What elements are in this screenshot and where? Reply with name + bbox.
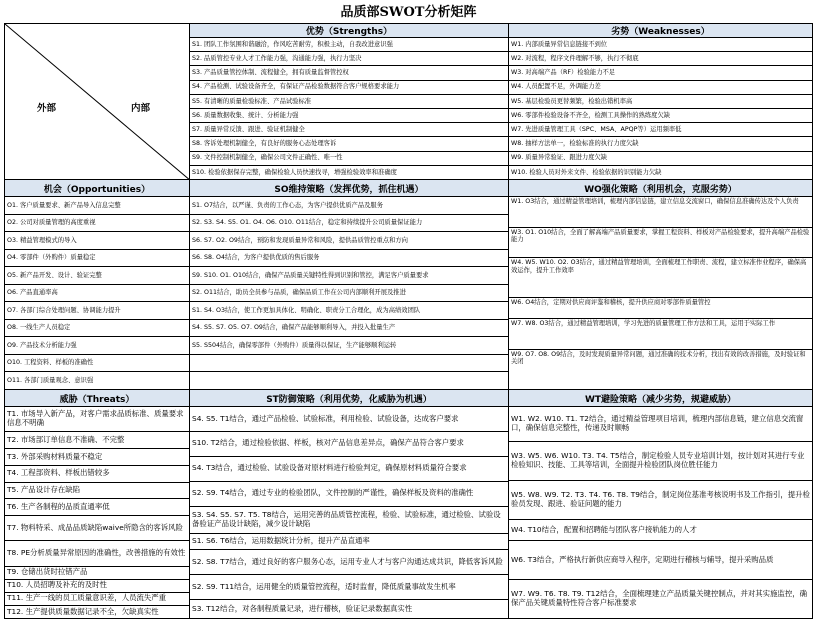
- opportunity-item: O5. 新产品开发、设计、验证完整: [5, 267, 189, 285]
- weakness-item: W3. 对高端产品（RF）检验能力不足: [509, 66, 812, 80]
- swot-matrix: [4, 3, 813, 619]
- weakness-item: W4. 人员配置不足，外调能力差: [509, 81, 812, 95]
- st-strategy-list: [189, 406, 509, 619]
- opportunity-item: O2. 公司对质量管理的高度重视: [5, 215, 189, 233]
- weakness-item: W1. 内部质量异常信息链接不到位: [509, 38, 812, 52]
- external-label: 外部: [37, 103, 57, 114]
- threat-item: T5. 产品设计存在缺陷: [5, 483, 189, 500]
- opportunity-item: O6. 产品直通率高: [5, 285, 189, 303]
- wo-strategy-item: W4. W5. W10. O2. O3结合，通过精益管理培训，全面梳理工作职责、流程，建立标准作业程序，确保高效运作，提升工作效率: [509, 258, 812, 298]
- threats-list: [4, 406, 190, 619]
- wt-strategy-item: W7. W9. T6. T8. T9. T12结合，全面梳理建立产品质量关键控制点，并对其实施监控，确保产品关键质量特性符合客户标准要求: [511, 589, 808, 608]
- so-strategy-item: S1. O7结合，以严谨、负责的工作心态，为客户提供优质产品及服务: [190, 197, 508, 215]
- strength-item: S5. 有清晰的质量检验标准、产品试验标准: [190, 95, 508, 109]
- wo-strategy-item: W9. O7. O8. O9结合，及时发现质量异常问题，通过准确的技术分析，找出有效的改善措施，及时验证和关闭: [511, 350, 806, 366]
- opportunity-item: O7. 各部门综合处理问题、协调能力提升: [5, 302, 189, 320]
- wo-strategy-header: WO强化策略（利用机会，克服劣势）: [508, 179, 813, 197]
- st-strategy-item: S2. S8. T7结合，通过良好的客户服务心态，运用专业人才与客户沟通达成共识，降低客诉风险: [190, 550, 508, 575]
- wt-strategy-item: W5. W8. W9. T2. T3. T4. T6. T8. T9结合，制定岗位基准考核说明书及工作指引，提升检验员发现、跟进、验证问题的能力: [509, 481, 812, 520]
- strength-item: S9. 文件控制机制健全，确保公司文件正确性、唯一性: [190, 152, 508, 166]
- threat-item: T4. 工程部资料、样板出错较多: [5, 466, 189, 483]
- threat-item: T1. 市场导入新产品，对客户需求品质标准、质量要求信息不明确: [5, 407, 189, 432]
- st-strategy-item: S3. T12结合，对各制程质量记录，进行稽核，验证记录数据真实性: [192, 603, 413, 613]
- so-strategy-item: S6. S8. O4结合，为客户提供优质的售后服务: [190, 250, 508, 268]
- threat-item: T9. 仓储出货时拉错产品: [5, 567, 189, 580]
- strength-item: S10. 检验依据保存完整，确保检验人员快速找寻，增强检验效率和准确度: [192, 168, 397, 176]
- wt-strategy-item: W1. W2. W10. T1. T2结合，通过精益管理项目培训，梳理内部信息链，建立信息交流窗口，确保信息完整性，传递及时顺畅: [509, 407, 812, 442]
- st-strategy-header: ST防御策略（利用优势，化威胁为机遇）: [189, 389, 509, 407]
- weakness-item: W5. 基层检验员更替频繁，检验出错机率高: [509, 95, 812, 109]
- so-strategy-item: [190, 355, 508, 373]
- weakness-item: W10. 检验人员对外来文件、检验依据的识别能力欠缺: [511, 168, 662, 176]
- wt-strategy-list: [508, 406, 813, 619]
- so-strategy-header: SO维持策略（发挥优势，抓住机遇）: [189, 179, 509, 197]
- threats-header: 威胁（Threats）: [4, 389, 190, 407]
- threat-item: T6. 生产各制程的品质直通率低: [5, 499, 189, 516]
- st-strategy-item: S2. S9. T4结合，通过专业的检验团队，文件控制的严谨性，确保样板及资料的准确性: [190, 482, 508, 507]
- wo-strategy-item: W3. O1. O10结合，全面了解高端产品质量要求，掌握工程资料、样板对产品检验要求，提升高端产品检验能力: [509, 228, 812, 259]
- strength-item: S6. 质量数据收集、统计、分析能力强: [190, 109, 508, 123]
- so-strategy-item: S6. S7. O2. O9结合，预防和发现质量异常和风险，提供品质管控重点和方向: [190, 232, 508, 250]
- so-strategy-item: S5. S504结合，确保零部件（外购件）质量得以保证，生产能够顺利运转: [190, 337, 508, 355]
- strength-item: S8. 客诉处理机制健全，有良好的服务心态处理客诉: [190, 137, 508, 151]
- threat-item: T3. 外部采购材料质量不稳定: [5, 449, 189, 466]
- opportunity-item: O1. 客户质量要求、新产品导入信息完整: [5, 197, 189, 215]
- so-strategy-item: S4. S5. S7. O5. O7. O9结合，确保产品能够顺利导入，并投入批量生产: [190, 320, 508, 338]
- wt-strategy-item: W4. T10结合，配置和招聘能与团队客户接轨能力的人才: [509, 520, 812, 542]
- opportunity-item: O4. 零部件（外购件）质量稳定: [5, 250, 189, 268]
- page-title: 品质部SWOT分析矩阵: [340, 5, 477, 20]
- strengths-list: [189, 37, 509, 180]
- internal-label: 内部: [131, 103, 151, 114]
- so-strategy-item: [190, 372, 508, 389]
- threat-item: T8. PE分析质量异常原因的准确性，改善措施的有效性: [5, 541, 189, 566]
- st-strategy-item: S4. S5. T1结合，通过产品检验、试验标准，利用检验、试验设备，达成客户要求: [190, 407, 508, 432]
- so-strategy-item: S2. O11结合，助员全员参与品质，确保品质工作在公司内部顺利开展及推进: [190, 285, 508, 303]
- wo-strategy-list: [508, 196, 813, 390]
- st-strategy-item: S2. S9. T11结合，运用健全的质量管控流程，适时监督，降低质量事故发生机率: [190, 575, 508, 600]
- strength-item: S4. 产品检测、试验设备齐全，有保证产品检验数据符合客户规格要求能力: [190, 81, 508, 95]
- threat-item: T2. 市场部订单信息不准确、不完整: [5, 432, 189, 449]
- strength-item: S2. 品质管控专业人才工作能力强，沟通能力强，执行力坚决: [190, 52, 508, 66]
- weakness-item: W8. 抽样方法单一，检验标准的执行力度欠缺: [509, 137, 812, 151]
- strength-item: S7. 质量异常反馈、跟进、验证机制健全: [190, 123, 508, 137]
- opportunity-item: O11. 各部门质量观念、意识强: [7, 376, 94, 384]
- opportunity-item: O9. 产品技术分析能力强: [5, 337, 189, 355]
- threat-item: T10. 人员招聘及补充的及时性: [5, 580, 189, 593]
- st-strategy-item: S4. T3结合，通过检验、试验设备对原材料进行检验判定，确保原材料质量符合要求: [190, 457, 508, 482]
- wo-strategy-item: W1. O3结合，通过精益管理培训，梳理内部信息链，建立信息交流窗口，确保信息准确传达及个人负责: [509, 197, 812, 228]
- strengths-header: 优势（Strengths）: [189, 23, 509, 38]
- corner-diagonal-line: [5, 24, 190, 180]
- wo-strategy-item: W6. O4结合，定期对供应商评鉴和稽核，提升供应商对零部件质量管控: [509, 298, 812, 319]
- so-strategy-item: S2. S3. S4. S5. O1. O4. O6. O10. O11结合，稳定和持续提升公司质量保证能力: [190, 215, 508, 233]
- weakness-item: W6. 零部件检验设备不齐全，检测工具操作的熟练度欠缺: [509, 109, 812, 123]
- so-strategy-list: [189, 196, 509, 390]
- opportunity-item: O10. 工程资料、样板的准确性: [5, 355, 189, 373]
- st-strategy-item: S1. S6. T6结合，运用数据统计分析，提升产品直通率: [190, 534, 508, 551]
- so-strategy-item: S1. S4. O3结合，使工作更加具体化、明确化、职责分工合理化，成为高绩效团队: [190, 302, 508, 320]
- opportunities-list: [4, 196, 190, 390]
- opportunity-item: O8. 一线生产人员稳定: [5, 320, 189, 338]
- weaknesses-header: 劣势（Weaknesses）: [508, 23, 813, 38]
- threat-item: T12. 生产提供质量数据记录不全，欠缺真实性: [7, 606, 159, 616]
- weaknesses-list: [508, 37, 813, 180]
- wt-strategy-item: W3. W5. W6. W10. T3. T4. T5结合，制定检验人员专业培训计划，按计划对其进行专业检验知识、技能、工具等培训，全面提升检验团队岗位胜任能力: [509, 442, 812, 481]
- strength-item: S3. 产品质量管控体制、流程健全，拥有质量监督管控权: [190, 66, 508, 80]
- threat-item: T7. 物料特采、成品品质缺陷waive所隐含的客诉风险: [5, 516, 189, 541]
- wo-strategy-item: W7. W8. O3结合，通过精益管理培训，学习先进的质量管理工作方法和工具，运用于实际工作: [509, 319, 812, 350]
- opportunity-item: O3. 精益管理模式的导入: [5, 232, 189, 250]
- threat-item: T11. 生产一线的员工质量意识差，人员流失严重: [5, 593, 189, 606]
- st-strategy-item: S10. T2结合，通过检验依据、样板，核对产品信息差异点，确保产品符合客户要求: [190, 432, 508, 457]
- wt-strategy-header: WT避险策略（减少劣势，规避威胁）: [508, 389, 813, 407]
- so-strategy-item: S9. S10. O1. O10结合，确保产品质量关键特性得到识别和管控，满足客户质量要求: [190, 267, 508, 285]
- weakness-item: W2. 对流程，程序文件理解不够，执行不彻底: [509, 52, 812, 66]
- corner-cell: [4, 23, 190, 180]
- wt-strategy-item: W6. T3结合，严格执行新供应商导入程序，定期进行稽核与辅导，提升采购品质: [509, 541, 812, 580]
- opportunities-header: 机会（Opportunities）: [4, 179, 190, 197]
- weakness-item: W7. 先进质量管理工具（SPC、MSA、APQP等）运用频率低: [509, 123, 812, 137]
- strength-item: S1. 团队工作氛围和谐融洽，作风吃苦耐劳，积极主动，自我改进意识强: [190, 38, 508, 52]
- st-strategy-item: S3. S4. S5. S7. T5. T8结合，运用完善的品质管控流程，检验、试验标准，通过检验、试验设备验证产品设计缺陷，减少设计缺陷: [190, 507, 508, 534]
- weakness-item: W9. 质量异常验证、跟进力度欠缺: [509, 152, 812, 166]
